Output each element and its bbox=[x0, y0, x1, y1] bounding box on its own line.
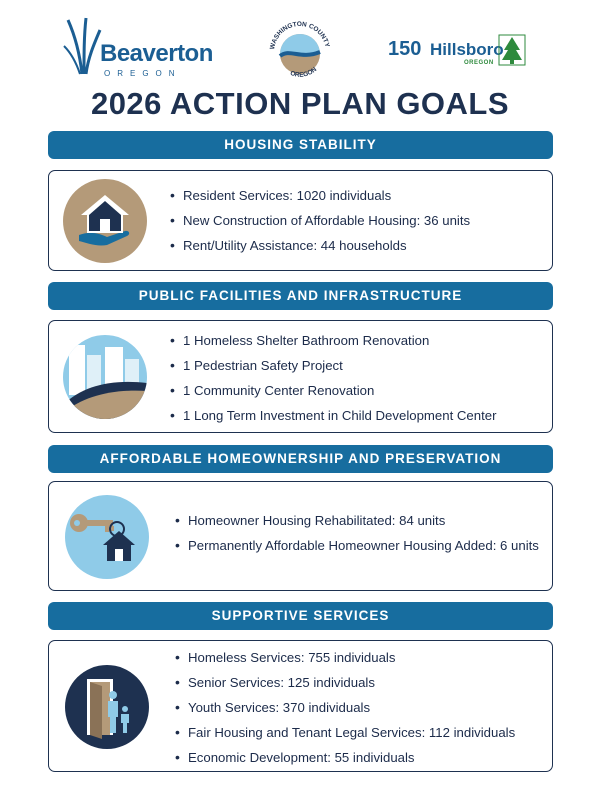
list-item: • Permanently Affordable Homeowner Housing Added: 6 units bbox=[175, 533, 539, 558]
svg-text:OREGON: OREGON bbox=[289, 66, 319, 79]
list-item: • Fair Housing and Tenant Legal Services: 112 individuals bbox=[175, 720, 515, 745]
reeds-icon bbox=[62, 16, 102, 76]
svg-text:WASHINGTON COUNTY: WASHINGTON COUNTY bbox=[269, 20, 331, 51]
list-item: • Resident Services: 1020 individuals bbox=[170, 183, 470, 208]
list-item: • 1 Long Term Investment in Child Development Center bbox=[170, 403, 497, 428]
washington-county-seal bbox=[266, 14, 334, 86]
list-item: • Homeowner Housing Rehabilitated: 84 units bbox=[175, 508, 539, 533]
list-item: • 1 Pedestrian Safety Project bbox=[170, 353, 497, 378]
hillsboro-name: Hillsboro bbox=[430, 40, 504, 59]
hillsboro-logo bbox=[388, 34, 530, 70]
list-item: • Rent/Utility Assistance: 44 households bbox=[170, 233, 470, 258]
logo-row bbox=[0, 0, 600, 88]
page-title: 2026 ACTION PLAN GOALS bbox=[90, 86, 510, 121]
family-doorway-icon bbox=[65, 665, 149, 754]
section-heading-public-facilities: PUBLIC FACILITIES AND INFRASTRUCTURE bbox=[48, 282, 553, 310]
city-road-icon bbox=[63, 335, 147, 424]
seal-icon bbox=[266, 14, 334, 86]
public-facilities-list bbox=[170, 328, 497, 428]
section-card-public-facilities bbox=[48, 320, 553, 433]
list-item: • Senior Services: 125 individuals bbox=[175, 670, 515, 695]
supportive-services-list bbox=[175, 645, 515, 770]
housing-stability-list bbox=[170, 183, 470, 258]
list-item: • 1 Community Center Renovation bbox=[170, 378, 497, 403]
hillsboro-sub: OREGON bbox=[464, 60, 494, 66]
section-heading-housing-stability: HOUSING STABILITY bbox=[48, 131, 553, 159]
house-key-icon bbox=[65, 495, 149, 584]
section-heading-supportive-services: SUPPORTIVE SERVICES bbox=[48, 602, 553, 630]
beaverton-logo bbox=[62, 16, 213, 80]
section-card-affordable-homeownership bbox=[48, 481, 553, 591]
beaverton-sub: OREGON bbox=[104, 69, 182, 78]
list-item: • Homeless Services: 755 individuals bbox=[175, 645, 515, 670]
hillsboro-150: 150 bbox=[388, 38, 422, 60]
list-item: • New Construction of Affordable Housing: 36 units bbox=[170, 208, 470, 233]
house-in-hand-icon bbox=[63, 179, 147, 268]
list-item: • 1 Homeless Shelter Bathroom Renovation bbox=[170, 328, 497, 353]
list-item: • Economic Development: 55 individuals bbox=[175, 745, 515, 770]
section-card-supportive-services bbox=[48, 640, 553, 772]
affordable-homeownership-list bbox=[175, 508, 539, 558]
list-item: • Youth Services: 370 individuals bbox=[175, 695, 515, 720]
beaverton-name: Beaverton bbox=[100, 40, 213, 67]
section-heading-affordable-homeownership: AFFORDABLE HOMEOWNERSHIP AND PRESERVATION bbox=[48, 445, 553, 473]
tree-icon bbox=[498, 34, 526, 66]
section-card-housing-stability bbox=[48, 170, 553, 271]
